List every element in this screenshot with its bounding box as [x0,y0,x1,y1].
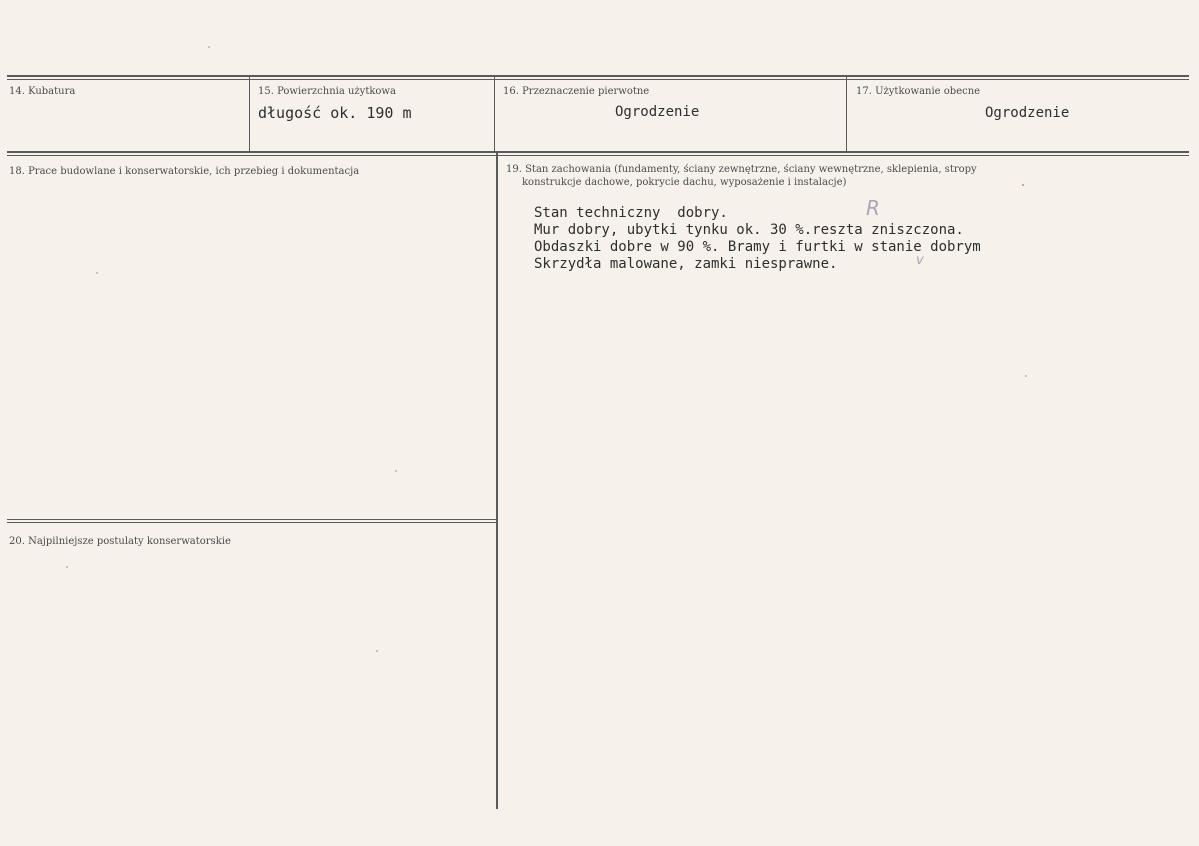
field-16-label: 16. Przeznaczenie pierwotne [503,86,650,97]
divider-16-17 [846,77,847,152]
condition-line-4: Skrzydła malowane, zamki niesprawne. [534,256,838,272]
section-rule-thin [7,522,497,523]
top-rule [7,75,1189,77]
field-20-label: 20. Najpilniejsze postulaty konserwatorskie [9,536,231,547]
paper-speck [1022,184,1024,186]
row-rule [7,151,1189,153]
paper-speck [376,650,378,652]
pencil-mark-r: R [866,196,880,220]
field-15-label: 15. Powierzchnia użytkowa [258,86,396,97]
paper-speck [1025,375,1027,377]
field-15-value: długość ok. 190 m [258,104,412,122]
condition-line-1: Stan techniczny dobry. [534,205,728,221]
pencil-mark-v: v [916,253,924,268]
divider-14-15 [249,77,250,152]
section-rule [7,519,497,520]
field-19-label-line1: 19. Stan zachowania (fundamenty, ściany zewnętrzne, ściany wewnętrzne, sklepienia, stropy [506,164,977,175]
field-19-label-line2: konstrukcje dachowe, pokrycie dachu, wyposażenie i instalacje) [522,177,847,188]
field-16-value: Ogrodzenie [615,104,700,120]
paper-speck [96,272,98,274]
condition-line-3: Obdaszki dobre w 90 %. Bramy i furtki w stanie dobrym [534,239,981,255]
paper-speck [66,566,68,568]
paper-speck [208,46,210,48]
field-17-value: Ogrodzenie [985,105,1070,121]
divider-15-16 [494,77,495,152]
top-rule-thin [7,79,1189,80]
row-rule-thin [7,155,1189,156]
paper-speck [395,470,397,472]
condition-line-2: Mur dobry, ubytki tynku ok. 30 %.reszta zniszczona. [534,222,964,238]
field-14-label: 14. Kubatura [9,86,76,97]
field-18-label: 18. Prace budowlane i konserwatorskie, ich przebieg i dokumentacja [9,166,360,177]
main-divider [496,153,498,809]
field-17-label: 17. Użytkowanie obecne [856,86,981,97]
